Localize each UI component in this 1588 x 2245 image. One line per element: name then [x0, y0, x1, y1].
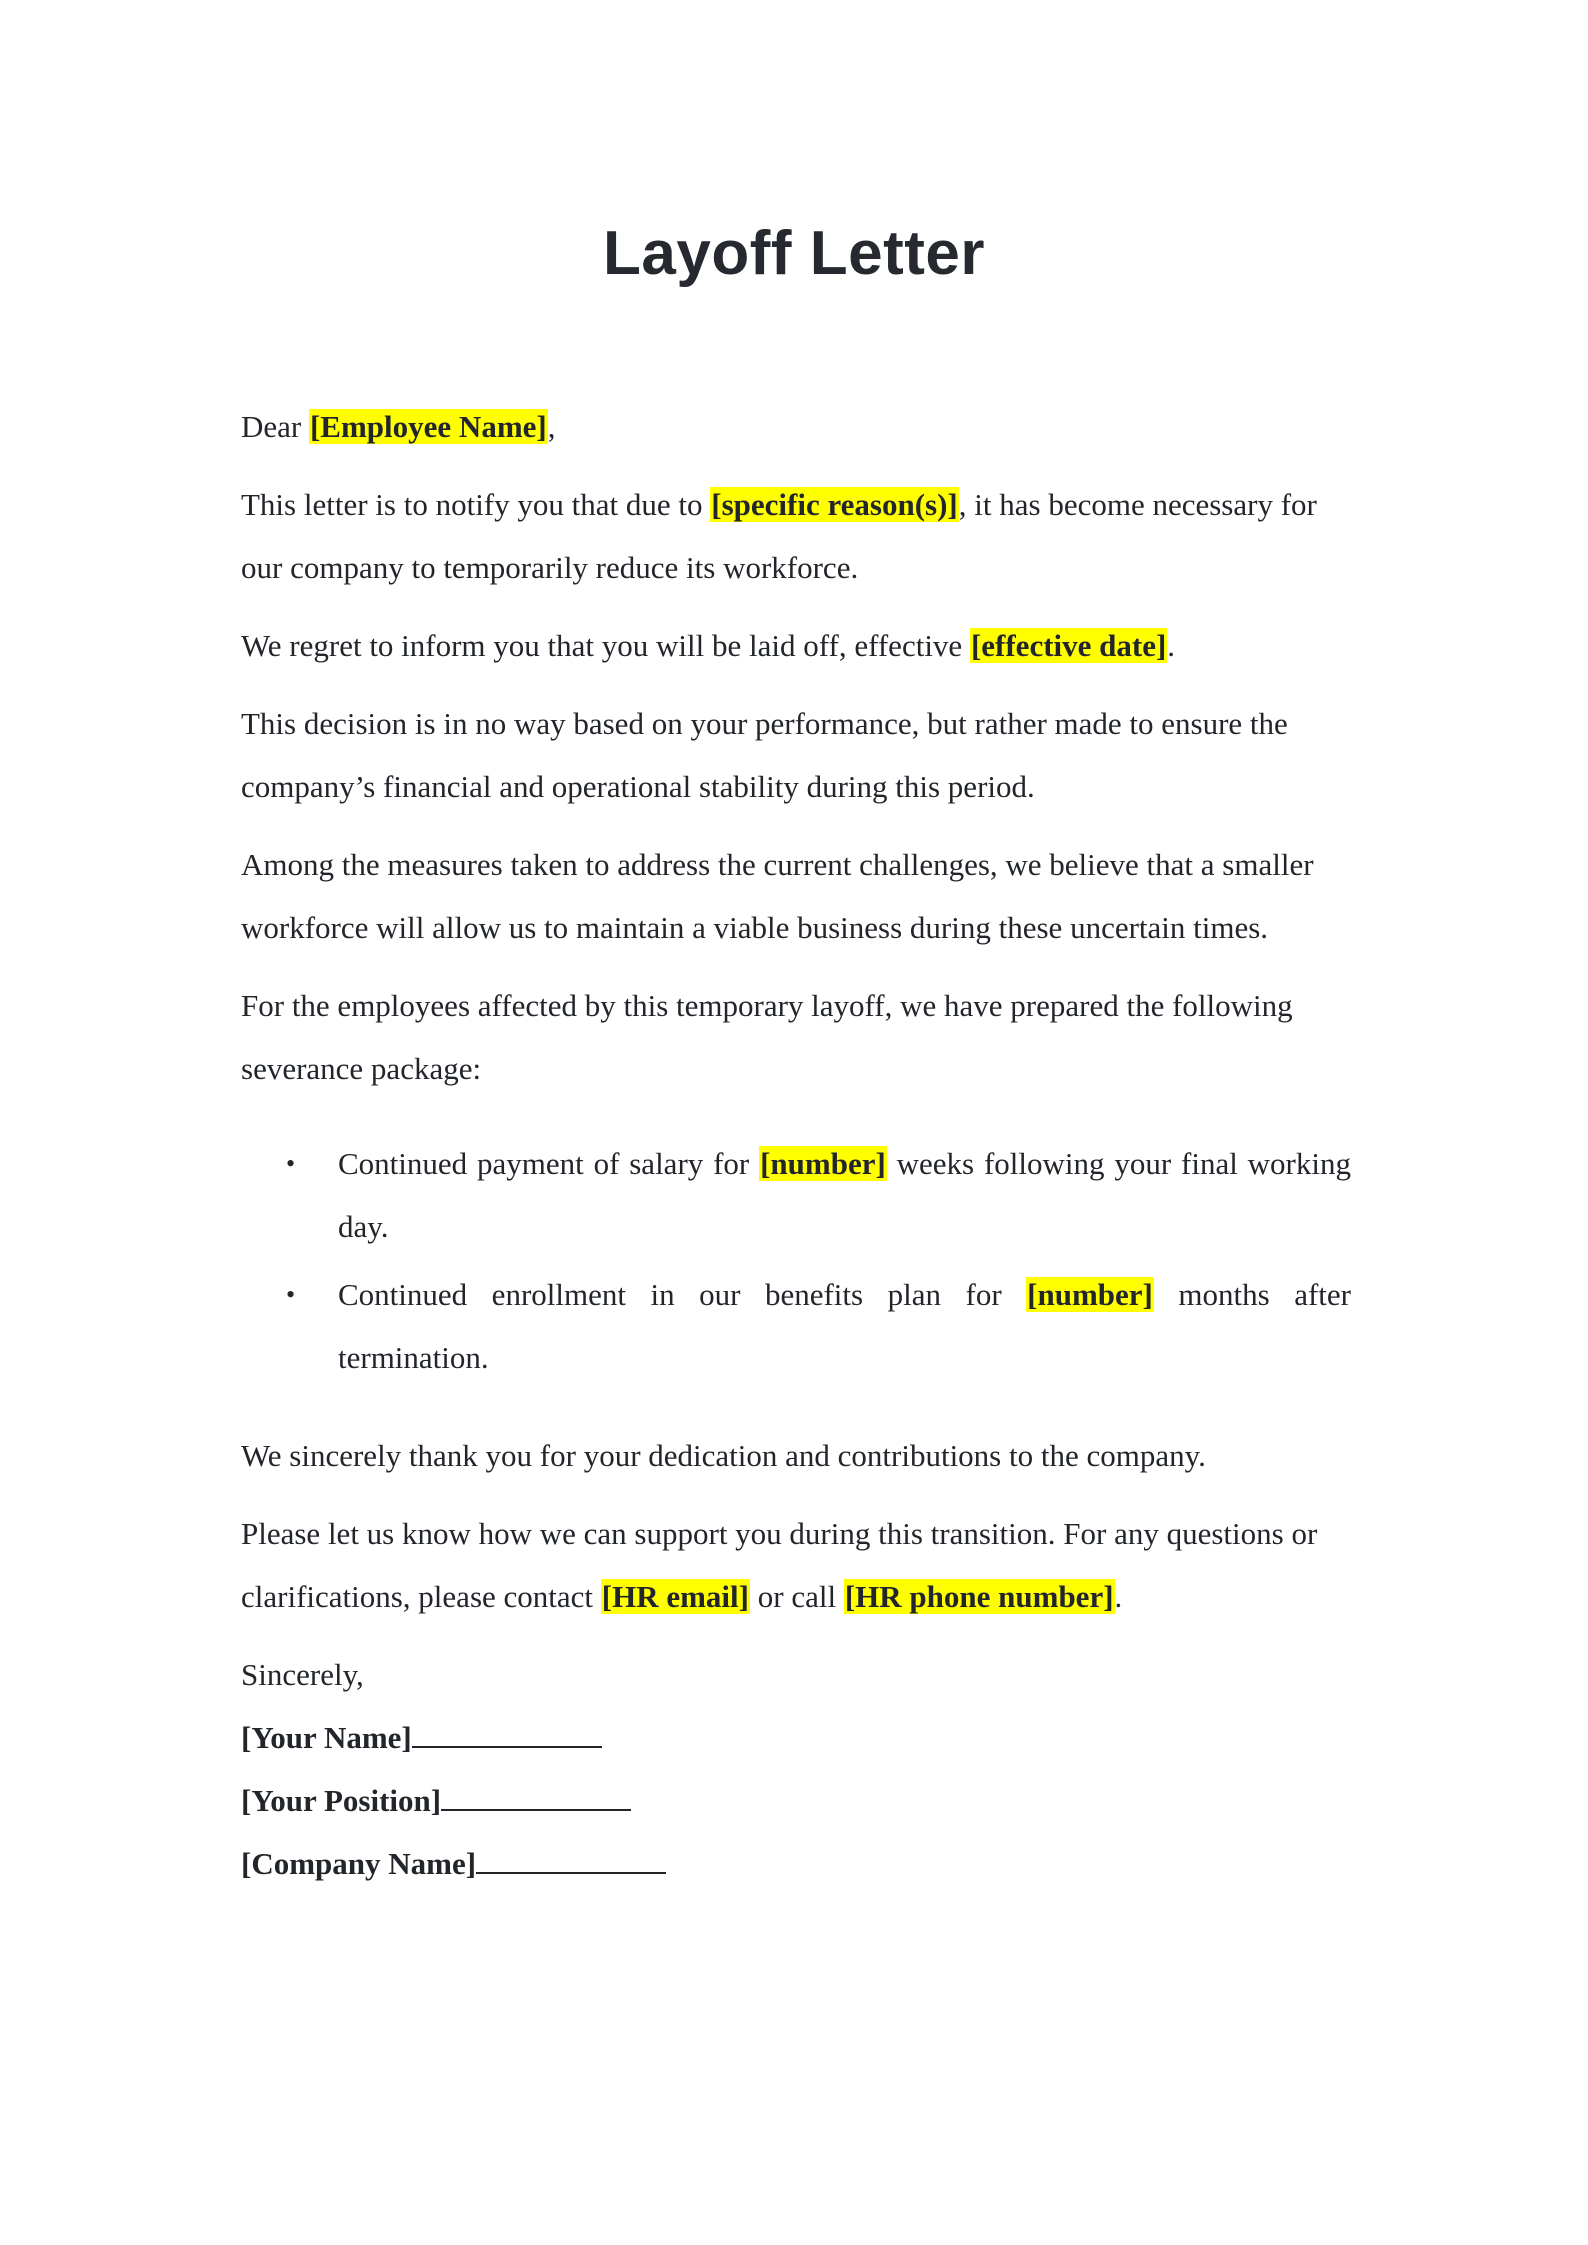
signature-company — [241, 1832, 1351, 1895]
signature-position-line — [441, 1787, 631, 1811]
hr-email-placeholder: [HR email] — [601, 1579, 749, 1614]
paragraph-thanks: We sincerely thank you for your dedication and contributions to the company. — [241, 1438, 1206, 1473]
signature-company-line — [476, 1850, 666, 1874]
paragraph-text: . — [1167, 628, 1176, 663]
specific-reason-placeholder: [specific reason(s)] — [711, 487, 958, 522]
effective-date-placeholder: [effective date] — [970, 628, 1167, 663]
document-title: Layoff Letter — [603, 219, 985, 288]
severance-item-benefits — [241, 1263, 1351, 1389]
paragraph-text: This letter is to notify you that due to — [241, 487, 711, 522]
months-number-placeholder: [number] — [1027, 1277, 1153, 1312]
paragraph-text: . — [1114, 1579, 1123, 1614]
paragraph-decision: This decision is in no way based on your performance, but rather made to ensure the company’s financial and operational stability during this period. — [241, 706, 1288, 804]
greeting-prefix: Dear — [241, 409, 309, 444]
bullet-icon: • — [286, 1149, 296, 1178]
signature-name-line — [412, 1724, 602, 1748]
employee-name-placeholder: [Employee Name] — [309, 409, 547, 444]
item-text: Continued payment of salary for — [338, 1146, 760, 1181]
letter-body — [241, 395, 1351, 1895]
paragraph-text: , it has become necessary for our company to temporarily reduce its workforce. — [241, 487, 1317, 585]
paragraph-text: We regret to inform you that you will be laid off, effective — [241, 628, 970, 663]
signature-name-label: [Your Name] — [241, 1720, 412, 1755]
paragraph-measures: Among the measures taken to address the current challenges, we believe that a smaller workforce will allow us to maintain a viable business during these uncertain times. — [241, 847, 1314, 945]
item-text: weeks following your final working day. — [338, 1146, 1351, 1244]
signature-company-label: [Company Name] — [241, 1846, 477, 1881]
signature-name — [241, 1706, 1351, 1769]
signature-position-label: [Your Position] — [241, 1783, 442, 1818]
weeks-number-placeholder: [number] — [760, 1146, 886, 1181]
paragraph-text: or call — [750, 1579, 844, 1614]
paragraph-text: Please let us know how we can support you during this transition. For any questions or clarifications, please contact — [241, 1516, 1318, 1614]
closing: Sincerely, — [241, 1657, 364, 1692]
paragraph-reason — [241, 473, 1351, 599]
item-text: months after termination. — [338, 1277, 1351, 1375]
hr-phone-placeholder: [HR phone number] — [844, 1579, 1114, 1614]
severance-list — [241, 1132, 1351, 1389]
greeting-suffix: , — [547, 409, 556, 444]
bullet-icon: • — [286, 1280, 296, 1309]
paragraph-effective-date — [241, 614, 1351, 677]
signature-position — [241, 1769, 1351, 1832]
item-text: Continued enrollment in our benefits plan for — [338, 1277, 1027, 1312]
paragraph-contact — [241, 1502, 1351, 1628]
paragraph-severance-intro: For the employees affected by this temporary layoff, we have prepared the following severance package: — [241, 988, 1293, 1086]
greeting — [241, 395, 1351, 458]
severance-item-salary — [241, 1132, 1351, 1258]
